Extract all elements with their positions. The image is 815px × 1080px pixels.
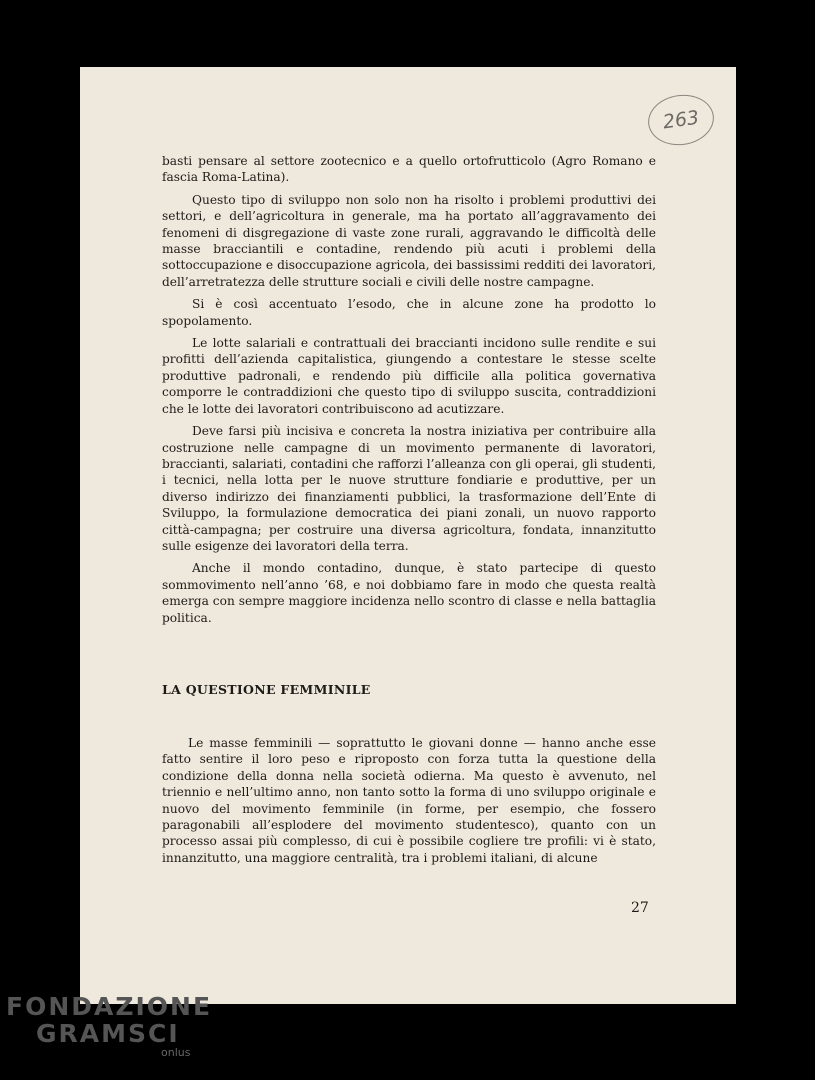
section-title: LA QUESTIONE FEMMINILE <box>162 682 371 697</box>
page-number: 27 <box>631 900 649 916</box>
fondazione-gramsci-logo <box>6 992 212 1059</box>
handwritten-page-annotation <box>645 91 717 150</box>
body-text-top <box>162 153 656 632</box>
body-text-bottom <box>162 735 656 866</box>
paragraph: Si è così accentuato l’esodo, che in alcune zone ha prodotto lo spopolamento. <box>162 297 656 328</box>
annotation-text: 263 <box>661 106 701 134</box>
logo-line1: FONDAZIONE <box>6 992 213 1021</box>
document-page <box>80 67 736 1004</box>
paragraph: Anche il mondo contadino, dunque, è stato partecipe di questo sommovimento nell’anno ’68, e noi dobbiamo fare in modo che questa realtà emerga con sempre maggiore incidenza nello scontro di classe e nella battaglia politica. <box>162 561 656 625</box>
logo-line3: onlus <box>161 1046 191 1059</box>
paragraph: basti pensare al settore zootecnico e a quello ortofrutticolo (Agro Romano e fascia Roma-Latina). <box>162 154 656 185</box>
paragraph: Questo tipo di sviluppo non solo non ha risolto i problemi produttivi dei settori, e dell’agricoltura in generale, ma ha portato all’aggravamento dei fenomeni di disgregazione di vaste zone rurali, aggravando le difficoltà delle masse bracciantili e contadine, rendendo più acuti i problemi della sottoccupazione e disoccupazione agricola, dei bassissimi redditi dei lavoratori, dell’arretratezza delle strutture sociali e civili delle nostre campagne. <box>162 192 656 289</box>
paragraph: Le masse femminili — soprattutto le giovani donne — hanno anche esse fatto sentire il loro peso e riproposto con forza tutta la questione della condizione della donna nella società odierna. Ma questo è avvenuto, nel triennio e nell’ultimo anno, non tanto sotto la forma di uno sviluppo originale e nuovo del movimento femminile (in forme, per esempio, che fossero paragonabili all’esplodere del movimento studentesco), quanto con un processo assai più complesso, di cui è possibile cogliere tre profili: vi è stato, innanzitutto, una maggiore centralità, tra i problemi italiani, di alcune <box>162 736 656 865</box>
paragraph: Deve farsi più incisiva e concreta la nostra iniziativa per contribuire alla costruzione nelle campagne di un movimento permanente di lavoratori, braccianti, salariati, contadini che rafforzi l’alleanza con gli operai, gli studenti, i tecnici, nella lotta per le nuove strutture fondiarie e produttive, per un diverso indirizzo dei finanziamenti pubblici, la trasformazione dell’Ente di Sviluppo, la formulazione democratica dei piani zonali, un nuovo rapporto città-campagna; per costruire una diversa agricoltura, fondata, innanzitutto sulle esigenze dei lavoratori della terra. <box>162 424 656 553</box>
paragraph: Le lotte salariali e contrattuali dei braccianti incidono sulle rendite e sui profitti dell’azienda capitalistica, giungendo a contestare le stesse scelte produttive padronali, e rendendo più difficile alla politica governativa comporre le contraddizioni che questo tipo di sviluppo suscita, contraddizioni che le lotte dei lavoratori contribuiscono ad acutizzare. <box>162 336 656 416</box>
logo-line2: GRAMSCI <box>36 1019 180 1048</box>
